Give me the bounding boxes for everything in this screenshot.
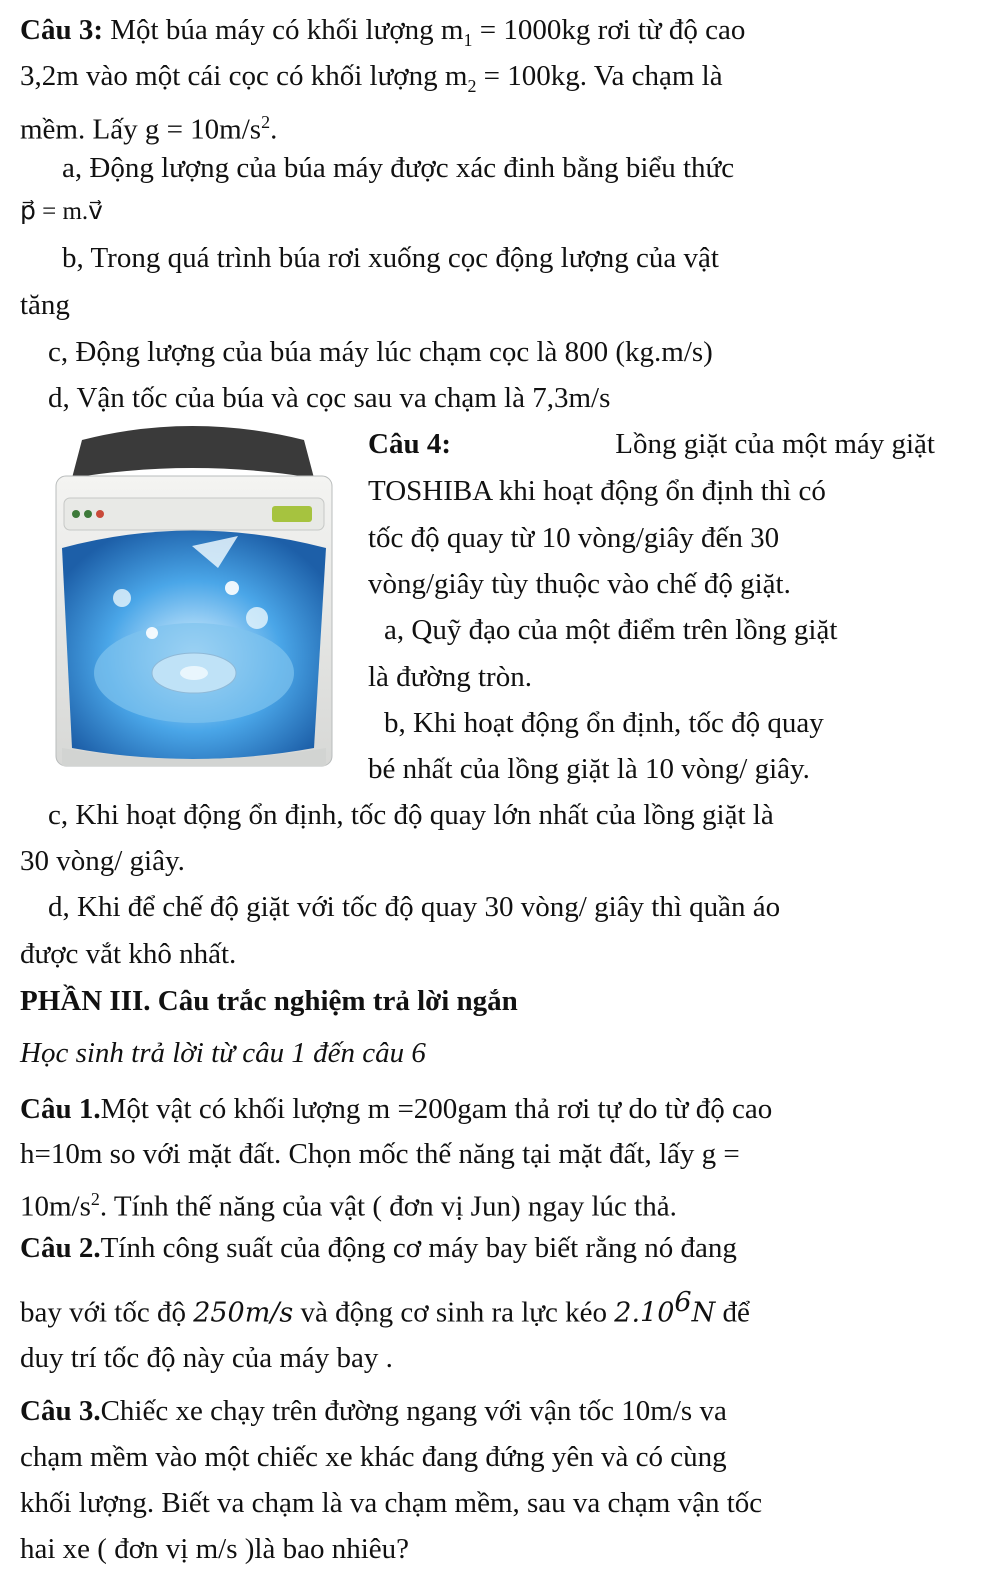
- q3-option-a-formula: p⃗ = m.v⃗: [20, 198, 103, 225]
- q3-heading: Câu 3:: [20, 14, 103, 46]
- p2-line-1: Câu 2.Tính công suất của động cơ máy bay biết rằng nó đang: [20, 1232, 737, 1264]
- p3-line-1: Câu 3.Chiếc xe chạy trên đường ngang với vận tốc 10m/s va: [20, 1395, 727, 1427]
- q4-line-3: tốc độ quay từ 10 vòng/giây đến 30: [368, 522, 780, 554]
- p3-line-4: hai xe ( đơn vị m/s )là bao nhiêu?: [20, 1533, 410, 1565]
- q4-option-c-line-2: 30 vòng/ giây.: [20, 845, 185, 877]
- p2-heading: Câu 2.: [20, 1232, 101, 1264]
- p2-line-3: duy trí tốc độ này của máy bay .: [20, 1342, 393, 1374]
- p1-line-2: h=10m so với mặt đất. Chọn mốc thế năng tại mặt đất, lấy g =: [20, 1138, 740, 1170]
- q3-option-a-line-1: a, Động lượng của búa máy được xác đinh bằng biểu thức: [62, 152, 735, 184]
- q4-option-a-line-1: a, Quỹ đạo của một điểm trên lồng giặt: [384, 614, 838, 646]
- q4-heading: Câu 4:: [368, 428, 451, 460]
- p1-line-1: Câu 1.Một vật có khối lượng m =200gam thả rơi tự do từ độ cao: [20, 1093, 773, 1125]
- q4-line-2: TOSHIBA khi hoạt động ổn định thì có: [368, 475, 826, 507]
- part3-subtitle: Học sinh trả lời từ câu 1 đến câu 6: [20, 1037, 426, 1069]
- p3-line-3: khối lượng. Biết va chạm là va chạm mềm, sau va chạm vận tốc: [20, 1487, 763, 1519]
- q3-option-c: c, Động lượng của búa máy lúc chạm cọc là 800 (kg.m/s): [48, 336, 713, 368]
- p1-line-3: $10m/s^2$. Tính thế năng của vật ( đơn vị Jun) ngay lúc thả.: [20, 1189, 677, 1223]
- p2-line-2: bay với tốc độ 250m/s và động cơ sinh ra lực kéo 2.10$^6$N để: [20, 1287, 750, 1329]
- q3-line-3: mềm. Lấy $g = 10m/s^2$.: [20, 112, 278, 146]
- q4-option-b-line-1: b, Khi hoạt động ổn định, tốc độ quay: [384, 707, 824, 739]
- q4-option-d-line-2: được vắt khô nhất.: [20, 938, 237, 970]
- q4-option-b-line-2: bé nhất của lồng giặt là 10 vòng/ giây.: [368, 753, 810, 785]
- q3-line-2: 3,2m vào một cái cọc có khối lượng $m_2 = 100kg$. Va chạm là: [20, 60, 723, 96]
- p3-line-2: chạm mềm vào một chiếc xe khác đang đứng yên và có cùng: [20, 1441, 727, 1473]
- q4-option-c-line-1: c, Khi hoạt động ổn định, tốc độ quay lớn nhất của lồng giặt là: [48, 799, 774, 831]
- q4-line-4: vòng/giây tùy thuộc vào chế độ giặt.: [368, 568, 791, 600]
- q4-option-a-line-2: là đường tròn.: [368, 661, 532, 693]
- q4-line-1: Câu 4: Lồng giặt của một máy giặt: [368, 428, 935, 460]
- q3-option-d: d, Vận tốc của búa và cọc sau va chạm là 7,3m/s: [48, 382, 611, 414]
- q3-line-1: Câu 3: Một búa máy có khối lượng $m_1 = 1000kg$ rơi từ độ cao: [20, 14, 746, 50]
- p3-heading: Câu 3.: [20, 1395, 101, 1427]
- q3-option-b-line-2: tăng: [20, 289, 70, 321]
- q4-option-d-line-1: d, Khi để chế độ giặt với tốc độ quay 30 vòng/ giây thì quần áo: [48, 891, 781, 923]
- washing-machine-image: [42, 418, 342, 770]
- q3-option-b-line-1: b, Trong quá trình búa rơi xuống cọc động lượng của vật: [62, 242, 719, 274]
- p1-heading: Câu 1.: [20, 1093, 101, 1125]
- part3-title: PHẦN III. Câu trắc nghiệm trả lời ngắn: [20, 985, 518, 1017]
